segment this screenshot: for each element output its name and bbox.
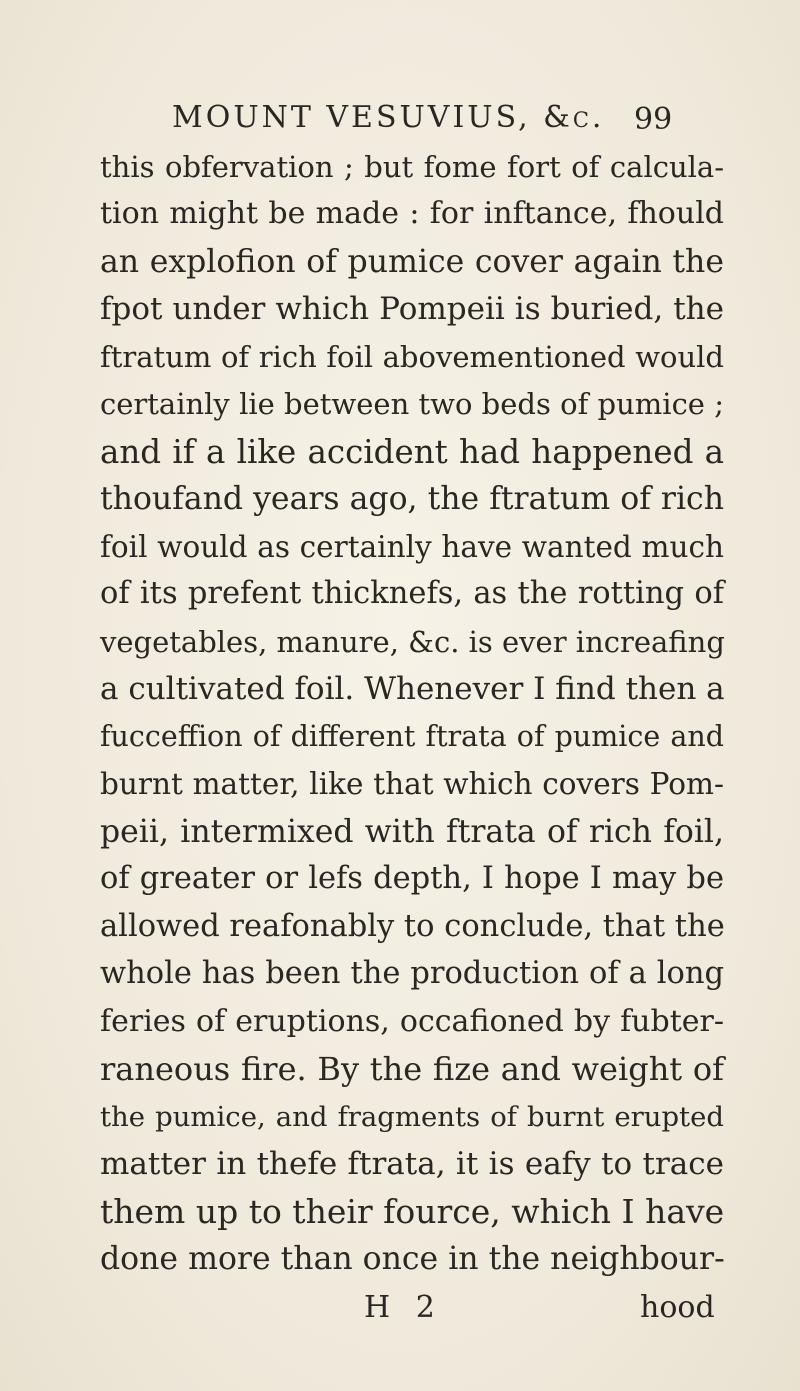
signature-mark: H 2 xyxy=(364,1290,443,1325)
text-line: vegetables, manure, &c. is ever increafing xyxy=(100,625,725,659)
text-line: whole has been the production of a long xyxy=(100,956,724,991)
text-line: thoufand years ago, the ftratum of rich xyxy=(100,481,724,517)
running-head: MOUNT VESUVIUS, &c. xyxy=(172,100,605,135)
text-line: done more than once in the neighbour- xyxy=(100,1241,725,1277)
text-line: matter in thefe ftrata, it is eafy to trace xyxy=(100,1146,724,1182)
text-line: and if a like accident had happened a xyxy=(100,433,724,471)
text-line: them up to their fource, which I have xyxy=(100,1192,725,1231)
text-line: of its prefent thicknefs, as the rotting of xyxy=(100,576,724,611)
text-line: tion might be made : for inftance, fhould xyxy=(100,196,724,231)
page-header xyxy=(0,100,800,150)
text-line: this obfervation ; but fome fort of calcula- xyxy=(100,150,724,184)
page-number: 99 xyxy=(634,102,673,137)
text-line: burnt matter, like that which covers Pom- xyxy=(100,767,724,801)
text-line: a cultivated foil. Whenever I find then a xyxy=(100,671,725,707)
text-line: the pumice, and fragments of burnt erupted xyxy=(100,1101,724,1133)
text-line: foil would as certainly have wanted much xyxy=(100,530,724,564)
text-line: an explofion of pumice cover again the xyxy=(100,244,724,280)
text-line: ftratum of rich foil abovementioned would xyxy=(100,340,724,374)
text-line: fucceffion of different ftrata of pumice and xyxy=(100,720,724,753)
text-line: raneous fire. By the fize and weight of xyxy=(100,1050,724,1088)
text-line: peii, intermixed with ftrata of rich foil, xyxy=(100,814,724,850)
text-line: feries of eruptions, occafioned by fubter- xyxy=(100,1004,724,1039)
text-line: fpot under which Pompeii is buried, the xyxy=(100,291,724,327)
text-line: of greater or lefs depth, I hope I may be xyxy=(100,861,724,896)
text-line: allowed reafonably to conclude, that the xyxy=(100,909,725,944)
catchword: hood xyxy=(640,1290,715,1325)
page-footer xyxy=(0,1290,800,1330)
text-line: certainly lie between two beds of pumice ; xyxy=(100,387,724,421)
